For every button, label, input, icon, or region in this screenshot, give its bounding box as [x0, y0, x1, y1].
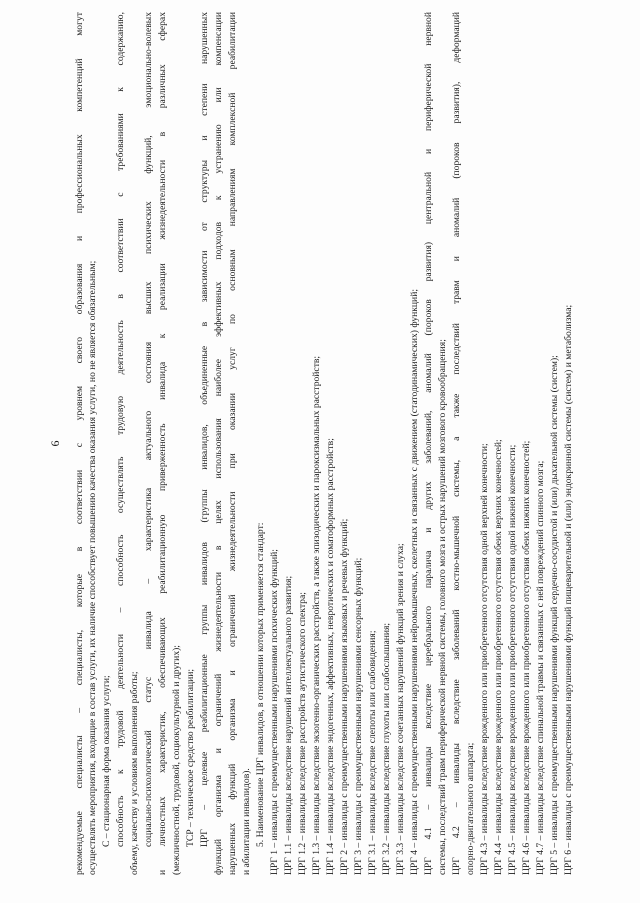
text-line: ТСР – техническое средство реабилитации; — [185, 668, 196, 847]
text-line: и абилитации инвалидов). — [241, 768, 252, 875]
list-item: ЦРГ 3.2 – инвалиды вследствие глухоты или слабослышания; — [381, 622, 392, 875]
list-item: опорно-двигательного аппарата; — [465, 742, 476, 875]
text-line: осуществлять мероприятия, входящие в состав услуги, их наличие способствует повышению качества оказания услуги, но не является обязательным; — [87, 260, 98, 875]
list-item: ЦРГ 4.5 – инвалиды вследствие врожденного или приобретенного отсутствия одной нижней конечности; — [507, 444, 518, 875]
list-item: ЦРГ 6 – инвалиды с преимущественными нарушениями функций пищеварительной и (или) эндокринной системы (систем) и метаболизма; — [563, 304, 574, 875]
text-line: и личностных характеристик, обеспечивающих реабилитационную приверженность инвалида к реализации жизнедеятельности в различных сферах — [157, 12, 168, 875]
text-line: рекомендуемые специалисты – специалисты, которые в соответствии с уровнем своего образования и профессиональных компетенций могут — [74, 12, 85, 875]
list-item: ЦРГ 4.2 – инвалиды вследствие заболеваний костно-мышечной системы, а также последствий травм и аномалий (пороков развития), деформаций — [451, 12, 462, 875]
page-number: 6 — [48, 440, 62, 447]
list-item: системы, последствий травм периферической нервной системы, головного мозга и острых нарушений мозгового кровообращения; — [437, 339, 448, 875]
list-item: ЦРГ 4.3 – инвалиды вследствие врожденного или приобретенного отсутствия одной верхней конечности; — [479, 443, 490, 875]
text-line: ЦРГ – целевые реабилитационные группы инвалидов (группы инвалидов, объединенные в зависимости от структуры и степени нарушенных — [199, 12, 210, 847]
list-item: ЦРГ 2 – инвалиды с преимущественными нарушениями языковых и речевых функций; — [339, 518, 350, 875]
section-heading: 5. Наименование ЦРГ инвалидов, в отношении которых применяется стандарт: — [255, 522, 266, 847]
list-item: ЦРГ 4.7 – инвалиды вследствие спинальной травмы и связанных с ней повреждений спинного мозга; — [535, 460, 546, 875]
list-item: ЦРГ 3.3 – инвалиды вследствие сочетанных нарушений функций зрения и слуха; — [395, 543, 406, 875]
text-line: социально-психологический статус инвалида – характеристика актуального состояния высших психических функций, эмоционально-волевых — [143, 12, 154, 847]
list-item: ЦРГ 1.4 – инвалиды вследствие эндогенных, аффективных, невротических и соматоформных расстройств; — [325, 438, 336, 875]
text-line: объему, качеству и условиям выполнения работы; — [129, 671, 140, 875]
list-item: ЦРГ 3.1 – инвалиды вследствие слепоты или слабовидения; — [367, 630, 378, 875]
list-item: ЦРГ 1.2 – инвалиды вследствие расстройств аутистического спектра; — [297, 592, 308, 875]
text-line: способность к трудовой деятельности – способность осуществлять трудовую деятельность в соответствии с требованиями к содержанию, — [115, 12, 126, 847]
list-item: ЦРГ 4.4 – инвалиды вследствие врожденного или приобретенного отсутствия обеих верхних конечностей; — [493, 439, 504, 875]
text-line: функций организма и ограничений жизнедеятельности в целях использования наиболее эффективных подходов к устранению или компенсации — [213, 12, 224, 875]
list-item: ЦРГ 1 – инвалиды с преимущественными нарушениями психических функций; — [269, 549, 280, 875]
text-line: нарушенных функций организма и ограничений жизнедеятельности при оказании услуг по основным направлениям комплексной реабилитации — [227, 12, 238, 875]
rotated-page-content — [40, 12, 600, 875]
text-line: (межличностной, трудовой, социокультурной и других); — [171, 645, 182, 875]
list-item: ЦРГ 3 – инвалиды с преимущественными нарушениями сенсорных функций; — [353, 557, 364, 875]
text-line: С – стационарная форма оказания услуги; — [101, 675, 112, 847]
list-item: ЦРГ 4.1 – инвалиды вследствие церебрального паралича и других заболеваний, аномалий (пороков развития) центральной и периферической нервной — [423, 12, 434, 875]
list-item: ЦРГ 4.6 – инвалиды вследствие врожденного или приобретенного отсутствия обеих нижних конечностей; — [521, 440, 532, 875]
list-item: ЦРГ 1.1 – инвалиды вследствие нарушений интеллектуального развития; — [283, 575, 294, 875]
list-item: ЦРГ 5 – инвалиды с преимущественными нарушениями функций сердечно-сосудистой и (или) дыхательной системы (систем); — [549, 355, 560, 875]
list-item: ЦРГ 1.3 – инвалиды вследствие экзогенно-органических расстройств, а также эпизодических и пароксизмальных расстройств; — [311, 355, 322, 875]
list-item: ЦРГ 4 – инвалиды с преимущественными нарушениями нейромышечных, скелетных и связанных с движением (статодинамических) функций; — [409, 289, 420, 875]
